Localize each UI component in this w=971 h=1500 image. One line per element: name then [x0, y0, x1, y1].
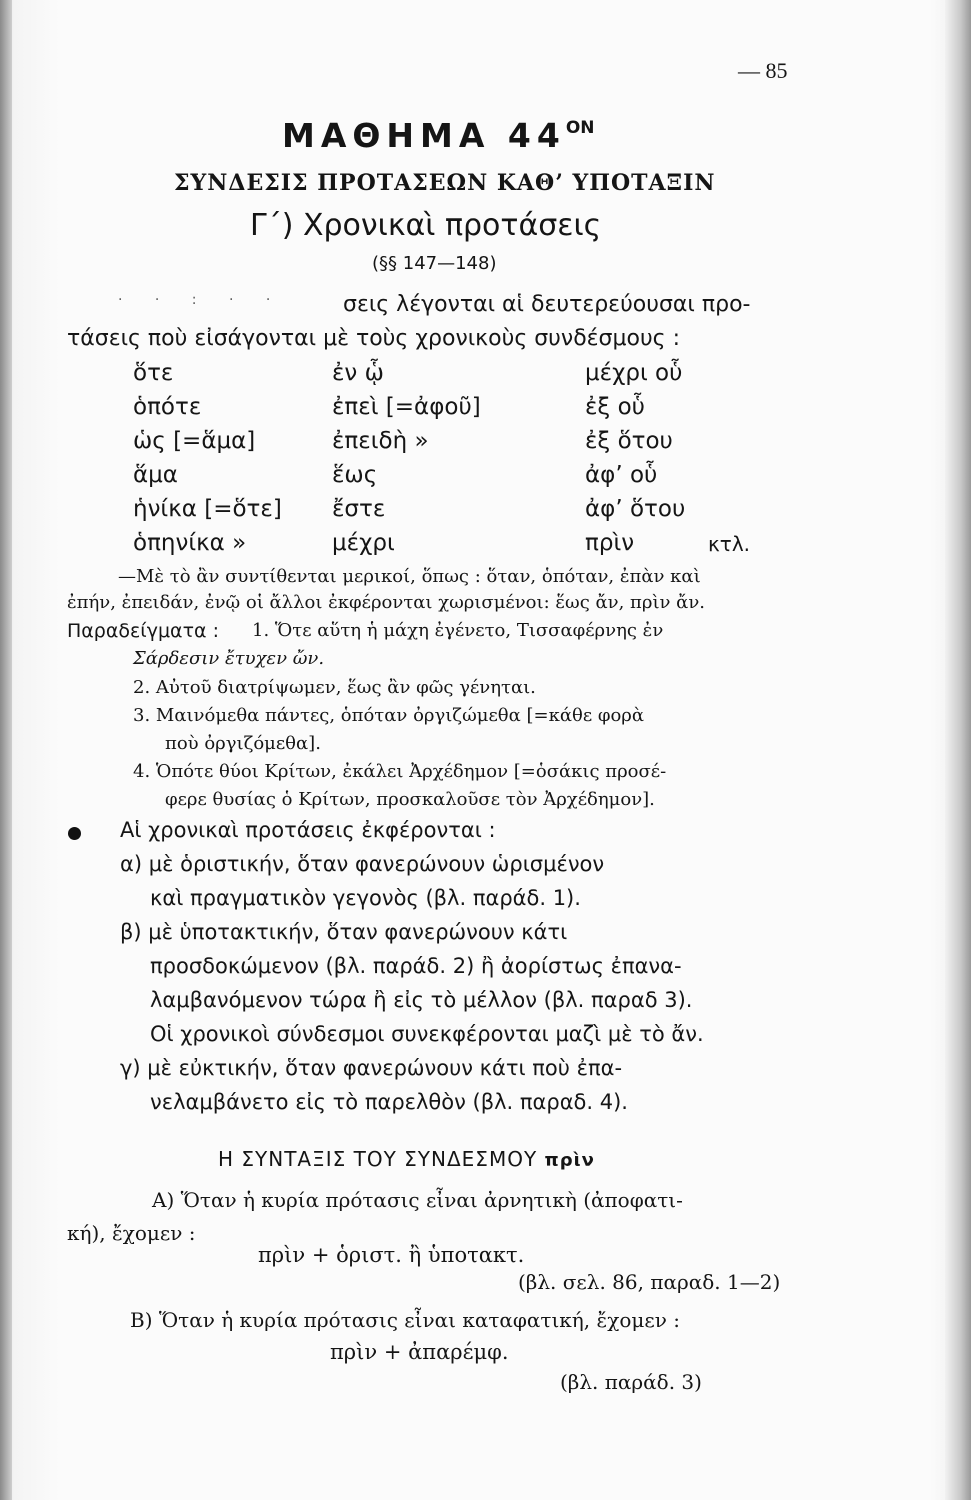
syntax-a-formula: πρὶν + ὁριστ. ἢ ὑποτακτ.: [258, 1243, 525, 1267]
conj-col1-2: ὁπότε: [133, 394, 202, 420]
rule-b-line-1: β) μὲ ὑποτακτικήν, ὅταν φανερώνουν κάτι: [120, 920, 568, 944]
example-3: 3. Μαινόμεθα πάντες, ὁπόταν ὀργιζώμεθα [=κάθε φορὰ: [133, 705, 645, 726]
lesson-title-suffix: ΟΝ: [565, 118, 595, 138]
conj-col2-1: ἐν ᾧ: [332, 360, 384, 386]
lesson-subtitle: ΣΥΝΔΕΣΙΣ ΠΡΟΤΑΣΕΩΝ ΚΑΘ’ ΥΠΟΤΑΞΙΝ: [174, 170, 716, 196]
syntax-b-formula: πρὶν + ἀπαρέμφ.: [330, 1340, 509, 1364]
syntax-heading: [218, 1147, 595, 1171]
page-right-edge: [945, 0, 971, 1500]
conj-col3-1: μέχρι οὗ: [585, 360, 683, 386]
lesson-title-text: ΜΑΘΗΜΑ 44: [282, 116, 566, 155]
syntax-b-reference: (βλ. παράδ. 3): [560, 1370, 702, 1394]
lesson-title: [282, 116, 595, 155]
conj-col3-2: ἐξ οὗ: [585, 394, 645, 420]
conj-etc: κτλ.: [708, 532, 751, 556]
examples-label: Παραδείγματα :: [67, 620, 219, 642]
syntax-a-line-2: κή), ἔχομεν :: [67, 1221, 196, 1245]
rule-b-line-3: λαμβανόμενον τώρα ἢ εἰς τὸ μέλλον (βλ. παραδ 3).: [150, 988, 693, 1012]
note-line-2: ἐπήν, ἐπειδάν, ἐνῷ οἱ ἄλλοι ἐκφέρονται χωρισμένοι: ἕως ἄν, πρὶν ἄν.: [67, 592, 705, 613]
note-line-1: —Μὲ τὸ ἂν συντίθενται μερικοί, ὅπως : ὅταν, ὁπόταν, ἐπὰν καὶ: [118, 566, 701, 587]
conj-col1-5: ἡνίκα [=ὅτε]: [133, 496, 282, 522]
conj-col2-5: ἔστε: [332, 496, 386, 522]
rule-b-line-4: Οἱ χρονικοὶ σύνδεσμοι συνεκφέρονται μαζὶ μὲ τὸ ἄν.: [150, 1022, 704, 1046]
rule-a-line-2: καὶ πραγματικὸν γεγονὸς (βλ. παράδ. 1).: [150, 886, 581, 910]
rule-b-line-2: προσδοκώμενον (βλ. παράδ. 2) ἢ ἀορίστως ἐπανα-: [150, 954, 682, 978]
syntax-heading-word: πρὶν: [544, 1150, 595, 1171]
syntax-heading-text: Η ΣΥΝΤΑΞΙΣ ΤΟΥ ΣΥΝΔΕΣΜΟΥ: [218, 1147, 538, 1171]
conj-col3-5: ἀφ’ ὅτου: [585, 496, 686, 522]
example-1: 1. Ὅτε αὕτη ἡ μάχη ἐγένετο, Τισσαφέρνης ἐν: [252, 620, 664, 641]
conj-col2-6: μέχρι: [332, 530, 395, 556]
conj-col3-3: ἐξ ὅτου: [585, 428, 673, 454]
syntax-b-line-1: Β) Ὅταν ἡ κυρία πρότασις εἶναι καταφατική, ἔχομεν :: [130, 1308, 681, 1332]
conj-col1-6: ὁπηνίκα »: [133, 530, 247, 556]
rules-intro: Αἱ χρονικαὶ προτάσεις ἐκφέρονται :: [120, 818, 496, 842]
rule-a-line-1: α) μὲ ὁριστικήν, ὅταν φανερώνουν ὡρισμένον: [120, 852, 605, 876]
conj-col1-4: ἅμα: [133, 462, 178, 488]
conj-col3-4: ἀφ’ οὗ: [585, 462, 658, 488]
intro-line-2: τάσεις ποὺ εἰσάγονται μὲ τοὺς χρονικοὺς συνδέσμους :: [67, 326, 681, 351]
example-4-cont: φερε θυσίας ὁ Κρίτων, προσκαλοῦσε τὸν Ἀρχέδημον].: [165, 789, 655, 810]
faded-text-marks: · · : · ·: [118, 292, 285, 308]
intro-line-1: σεις λέγονται αἱ δευτερεύουσαι προ-: [343, 292, 751, 317]
example-2: 2. Αὐτοῦ διατρίψωμεν, ἕως ἂν φῶς γένηται.: [133, 677, 536, 698]
syntax-a-reference: (βλ. σελ. 86, παραδ. 1—2): [518, 1270, 781, 1294]
paragraph-reference: (§§ 147—148): [372, 253, 497, 274]
example-3-cont: ποὺ ὀργιζόμεθα].: [165, 733, 321, 754]
example-4: 4. Ὁπότε θύοι Κρίτων, ἐκάλει Ἀρχέδημον [=ὁσάκις προσέ-: [133, 761, 667, 782]
rule-c-line-2: νελαμβάνετο εἰς τὸ παρελθὸν (βλ. παραδ. 4).: [150, 1090, 628, 1114]
conj-col1-1: ὅτε: [133, 360, 174, 386]
conj-col2-4: ἕως: [332, 462, 378, 488]
syntax-a-line-1: Α) Ὅταν ἡ κυρία πρότασις εἶναι ἀρνητικὴ (ἀποφατι-: [152, 1188, 683, 1212]
page-left-edge: [0, 0, 12, 1500]
page-number: — 85: [738, 58, 788, 83]
example-1-cont: Σάρδεσιν ἔτυχεν ὤν.: [133, 648, 325, 669]
conj-col2-2: ἐπεὶ [=ἀφοῦ]: [332, 394, 481, 420]
rule-c-line-1: γ) μὲ εὐκτικήν, ὅταν φανερώνουν κάτι ποὺ ἐπα-: [120, 1056, 623, 1080]
conj-col3-6: πρὶν: [585, 530, 635, 556]
bullet-icon: [68, 827, 81, 840]
section-title: Γ΄) Χρονικαὶ προτάσεις: [250, 208, 602, 243]
conj-col1-3: ὡς [=ἅμα]: [133, 428, 256, 454]
conj-col2-3: ἐπειδὴ »: [332, 428, 429, 454]
